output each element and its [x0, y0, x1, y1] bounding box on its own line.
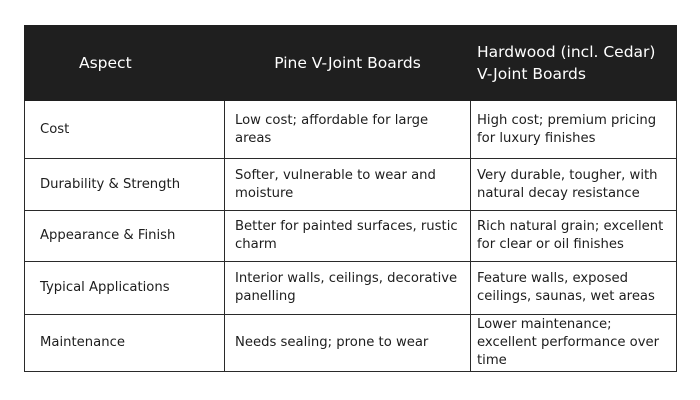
hardwood-text: Feature walls, exposed ceilings, saunas, wet areas [477, 271, 655, 304]
table-header [25, 26, 677, 101]
pine-text: Interior walls, ceilings, decorative panelling [235, 271, 458, 304]
hardwood-cell [471, 315, 677, 372]
aspect-text: Appearance & Finish [40, 228, 176, 243]
table-row [25, 159, 677, 211]
aspect-text: Typical Applications [40, 280, 170, 295]
aspect-cell [25, 262, 225, 315]
header-hardwood [471, 26, 677, 101]
pine-cell [225, 315, 471, 372]
comparison-table-container [24, 25, 676, 372]
pine-text: Softer, vulnerable to wear and moisture [235, 167, 436, 201]
pine-cell [225, 211, 471, 262]
hardwood-text: Very durable, tougher, with natural decay resistance [477, 167, 658, 201]
hardwood-text: Rich natural grain; excellent for clear or oil finishes [477, 219, 664, 252]
header-pine-label: Pine V-Joint Boards [274, 54, 421, 72]
hardwood-text: Lower maintenance; excellent performance over time [477, 317, 660, 368]
hardwood-cell [471, 262, 677, 315]
aspect-cell [25, 211, 225, 262]
header-aspect [25, 26, 225, 101]
aspect-cell [25, 101, 225, 159]
header-aspect-label: Aspect [79, 54, 132, 72]
hardwood-text: High cost; premium pricing for luxury finishes [477, 112, 657, 146]
table-row [25, 262, 677, 315]
aspect-text: Maintenance [40, 335, 125, 350]
pine-cell [225, 101, 471, 159]
table-body [25, 101, 677, 372]
aspect-cell [25, 315, 225, 372]
header-pine [225, 26, 471, 101]
header-row [25, 26, 677, 101]
pine-text: Better for painted surfaces, rustic charm [235, 219, 458, 252]
aspect-cell [25, 159, 225, 211]
aspect-text: Cost [40, 121, 70, 137]
aspect-text: Durability & Strength [40, 176, 181, 192]
pine-text: Needs sealing; prone to wear [235, 335, 429, 350]
comparison-table [24, 25, 677, 372]
pine-cell [225, 159, 471, 211]
table-row [25, 315, 677, 372]
hardwood-cell [471, 159, 677, 211]
table-row [25, 211, 677, 262]
table-row [25, 101, 677, 159]
pine-cell [225, 262, 471, 315]
hardwood-cell [471, 101, 677, 159]
pine-text: Low cost; affordable for large areas [235, 112, 429, 146]
header-hardwood-label: Hardwood (incl. Cedar) V-Joint Boards [477, 43, 656, 83]
hardwood-cell [471, 211, 677, 262]
